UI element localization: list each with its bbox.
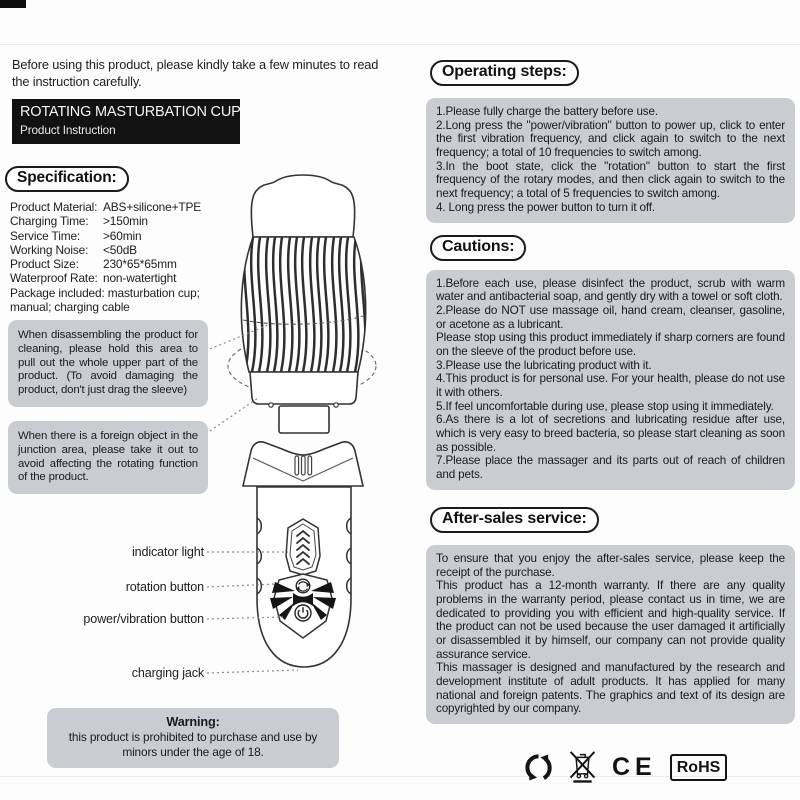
warning-box (47, 708, 339, 768)
after-sales-paragraph: To ensure that you enjoy the after-sales service, please keep the receipt of the purchase. (436, 551, 785, 579)
ce-mark: CE (612, 752, 657, 781)
specification-heading: Specification: (5, 166, 129, 192)
certification-marks (524, 750, 727, 784)
product-title-box (12, 99, 240, 144)
product-title: ROTATING MASTURBATION CUP (20, 104, 241, 120)
spec-row: Product Size: 230*65*65mm (10, 257, 177, 272)
scan-corner-mark (0, 0, 26, 8)
label-rotation-button: rotation button (125, 580, 204, 594)
label-indicator-light: indicator light (132, 545, 204, 559)
after-sales-paragraph: This product has a 12-month warranty. If there are any quality problems in the warranty period, please contact us in time, we are dedicated to providing you with efficient and high-quality service. If the product can not be used because the user damaged it artificially or disassembled it by himself, our company can not provide quality assurance service. (436, 579, 785, 661)
right-page (426, 60, 795, 784)
callout-disassembly: When disassembling the product for cleaning, please hold this area to pull out the whole upper part of the product. (To avoid damaging the product, don't just drag the sleeve) (8, 320, 208, 407)
spec-row: Working Noise: <50dB (10, 242, 137, 257)
operating-steps-heading: Operating steps: (430, 60, 579, 86)
intro-text: Before using this product, please kindly take a few minutes to read the instruction carefully. (12, 57, 379, 89)
label-charging-jack: charging jack (131, 666, 204, 680)
spec-row: Product Material: ABS+silicone+TPE (10, 200, 202, 214)
after-sales-heading: After-sales service: (430, 507, 599, 533)
cup-connector (279, 406, 329, 433)
spec-row: Charging Time: >150min (10, 214, 148, 229)
caution-item: 6.As there is a lot of secretions and lubricating residue after use, which is very easy to breed bacteria, so please start cleaning as soon as possible. (436, 413, 785, 454)
operating-step: 1.Please fully charge the battery before use. (436, 105, 658, 118)
handle-top-cap (243, 442, 363, 486)
device-illustration (0, 170, 430, 710)
cautions-box (426, 270, 795, 490)
weee-bin-icon (566, 750, 599, 784)
caution-item: 1.Before each use, please disinfect the product, scrub with warm water and antibacterial soap, and gently dry with a towel or soft cloth. (436, 276, 785, 304)
cautions-heading: Cautions: (430, 235, 526, 261)
operating-steps-box (426, 98, 795, 223)
warning-body: this product is prohibited to purchase and use by minors under the age of 18. (68, 730, 318, 760)
cup-crown (251, 175, 354, 237)
page-top-edge (0, 44, 800, 45)
operating-step: 2.Long press the "power/vibration" button to power up, click to enter the first vibration frequency, and click again to switch to the next frequency; a total of 10 frequencies to switch among. (436, 118, 785, 160)
caution-item: 2.Please do NOT use massage oil, hand cream, cleanser, gasoline, or acetone as a lubricant. (436, 303, 785, 331)
leader-charging-jack (207, 670, 298, 673)
after-sales-box (426, 545, 795, 724)
caution-item: 5.If feel uncomfortable during use, please stop using it immediately. (436, 399, 774, 413)
spec-package-line: Package included: masturbation cup; manual; charging cable (10, 285, 200, 314)
warning-heading: Warning: (166, 715, 220, 729)
product-subtitle: Product Instruction (20, 123, 116, 137)
caution-item: 4.This product is for personal use. For your health, please do not use it with others. (436, 372, 785, 399)
caution-item: 7.Please place the massager and its parts out of reach of children and pets. (436, 454, 785, 482)
operating-step: 4. Long press the power button to turn it off. (436, 200, 655, 214)
label-power-vibration-button: power/vibration button (83, 612, 204, 626)
cup-base-band (250, 372, 358, 404)
operating-step: 3.In the boot state, click the "rotation" button to start the first frequency of the rotary modes, and then click again to switch to the next frequency; a total of 5 frequencies to switch among. (436, 159, 785, 201)
after-sales-paragraph: This massager is designed and manufactured by the research and development institute of adult products. It has applied for many national and foreign patents. The graphics and text of its design are copyrighted by our company. (436, 661, 785, 716)
caution-item: Please stop using this product immediately if sharp corners are found on the sleeve of the product before use. (436, 331, 785, 358)
rohs-badge: RoHS (670, 754, 728, 781)
caution-item: 3.Please use the lubricating product with it. (436, 358, 652, 372)
leader-callout-foreign-object (210, 398, 258, 431)
spec-row: Waterproof Rate: non-watertight (10, 271, 177, 286)
callout-foreign-object: When there is a foreign object in the junction area, please take it out to avoid affecting the rotating function of the product. (8, 421, 208, 494)
recycle-icon (524, 753, 553, 782)
spec-row: Service Time: >60min (10, 228, 142, 243)
